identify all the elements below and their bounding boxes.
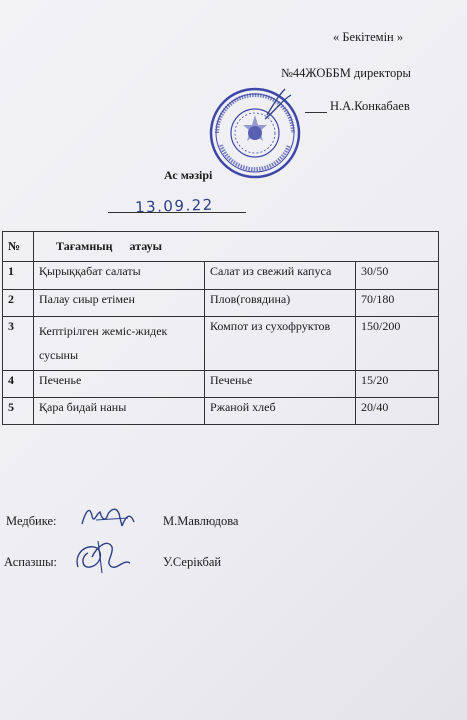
table-row [3,398,439,425]
table-row [3,262,439,290]
nurse-label: Медбике: [6,514,57,528]
dish-name-ru: Компот из сухофруктов [205,317,356,371]
cook-name: У.Серікбай [163,555,222,569]
dish-name-kz: Кептірілген жеміс-жидек сусыны [34,317,205,371]
director-title: №44ЖОББМ директоры [281,66,411,80]
page-title: Ас мәзірі [164,168,213,182]
official-seal-stamp [207,85,303,181]
portion: 150/200 [356,317,439,371]
portion: 20/40 [356,398,439,425]
cook-signature [68,537,134,577]
menu-date: 13.09.22 [134,195,215,217]
table-row [3,290,439,317]
dish-name-kz: Қырыққабат салаты [34,262,205,290]
director-signature-line [305,112,327,113]
portion: 15/20 [356,371,439,398]
table-header-row [3,232,439,262]
director-name: Н.А.Конкабаев [330,99,410,113]
row-number: 1 [3,262,34,290]
portion: 70/180 [356,290,439,317]
row-number: 4 [3,371,34,398]
dish-name-ru: Ржаной хлеб [205,398,356,425]
row-number: 3 [3,317,34,371]
nurse-signature [78,502,136,532]
dish-name-ru: Салат из свежий капуса [205,262,356,290]
header-number: № [3,232,34,262]
header-dish-name: Тағамның атауы [34,232,439,262]
dish-name-ru: Печенье [205,371,356,398]
nurse-name: М.Мавлюдова [163,514,239,528]
date-underline [108,212,246,213]
dish-name-kz: Печенье [34,371,205,398]
approval-header: « Бекітемін » [333,30,404,44]
cook-label: Аспазшы: [4,555,57,569]
menu-table [2,231,439,425]
row-number: 5 [3,398,34,425]
portion: 30/50 [356,262,439,290]
table-row [3,317,439,371]
dish-name-kz: Қара бидай наны [34,398,205,425]
dish-name-ru: Плов(говядина) [205,290,356,317]
row-number: 2 [3,290,34,317]
table-row [3,371,439,398]
dish-name-kz: Палау сиыр етімен [34,290,205,317]
